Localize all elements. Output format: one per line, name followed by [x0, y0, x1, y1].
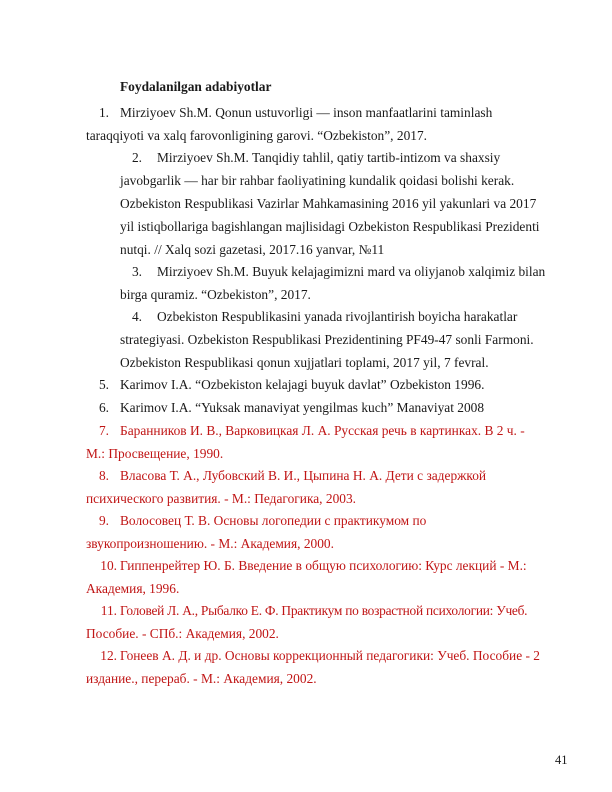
reference-number: 1.: [98, 105, 109, 120]
reference-number: 8.: [98, 468, 109, 483]
reference-line: Гиппенрейтер Ю. Б. Введение в общую психологию: Курс лекций - М.:: [120, 558, 527, 573]
reference-line: javobgarlik — har bir rahbar faoliyatining kundalik qoidasi bolishi kerak.: [120, 173, 515, 188]
reference-line: nutqi. // Xalq sozi gazetasi, 2017.16 yanvar, №11: [120, 242, 385, 257]
reference-line: Пособие. - СПб.: Академия, 2002.: [86, 626, 279, 641]
reference-line: Власова Т. А., Лубовский В. И., Цыпина Н. А. Дети с задержкой: [120, 468, 487, 483]
reference-number: 5.: [98, 377, 109, 392]
reference-line: Ozbekiston Respublikasi qonun xujjatlari toplami, 2017 yil, 7 fevral.: [120, 355, 489, 370]
reference-line: Ozbekiston Respublikasi Vazirlar Mahkamasining 2016 yil yakunlari va 2017: [120, 196, 537, 211]
reference-line: Mirziyoev Sh.M. Qonun ustuvorligi — inson manfaatlarini taminlash: [120, 105, 493, 120]
references-heading: Foydalanilgan adabiyotlar: [120, 79, 272, 94]
reference-number: 12.: [100, 648, 117, 663]
reference-number: 2.: [131, 150, 142, 165]
reference-line: birga quramiz. “Ozbekiston”, 2017.: [120, 287, 311, 302]
reference-line: strategiyasi. Ozbekiston Respublikasi Prezidentining PF49-47 sonli Farmoni.: [120, 332, 534, 347]
reference-line: Академия, 1996.: [86, 581, 180, 596]
reference-number: 10.: [100, 558, 117, 573]
reference-line: Ozbekiston Respublikasini yanada rivojlantirish boyicha harakatlar: [157, 309, 518, 324]
reference-line: Mirziyoev Sh.M. Buyuk kelajagimizni mard va oliyjanob xalqimiz bilan: [157, 264, 546, 279]
reference-line: звукопроизношению. - М.: Академия, 2000.: [86, 536, 334, 551]
reference-number: 11.: [100, 603, 117, 618]
reference-line: Гонеев А. Д. и др. Основы коррекционный педагогики: Учеб. Пособие - 2: [120, 648, 540, 663]
reference-number: 9.: [98, 513, 109, 528]
reference-number: 3.: [131, 264, 142, 279]
page-number: 41: [555, 753, 568, 767]
reference-line: М.: Просвещение, 1990.: [86, 446, 224, 461]
reference-number: 4.: [131, 309, 142, 324]
reference-line: Karimov I.A. “Yuksak manaviyat yengilmas kuch” Manaviyat 2008: [120, 400, 485, 415]
reference-line: taraqqiyoti va xalq farovonligining garovi. “Ozbekiston”, 2017.: [86, 128, 428, 143]
reference-line: Karimov I.A. “Ozbekiston kelajagi buyuk davlat” Ozbekiston 1996.: [120, 377, 485, 392]
reference-line: yil istiqbollariga bagishlangan majlisidagi Ozbekiston Respublikasi Prezidenti: [120, 219, 540, 234]
reference-line: издание., перераб. - М.: Академия, 2002.: [86, 671, 317, 686]
reference-line: Баранников И. В., Варковицкая Л. А. Русская речь в картинках. В 2 ч. -: [120, 423, 525, 438]
reference-line: Волосовец Т. В. Основы логопедии с практикумом по: [120, 513, 427, 528]
reference-line: Головей Л. А., Рыбалко Е. Ф. Практикум по возрастной психологии: Учеб.: [120, 603, 528, 618]
reference-line: психического развития. - М.: Педагогика, 2003.: [86, 491, 357, 506]
reference-line: Mirziyoev Sh.M. Tanqidiy tahlil, qatiy tartib-intizom va shaxsiy: [157, 150, 501, 165]
reference-number: 6.: [98, 400, 109, 415]
reference-number: 7.: [98, 423, 109, 438]
